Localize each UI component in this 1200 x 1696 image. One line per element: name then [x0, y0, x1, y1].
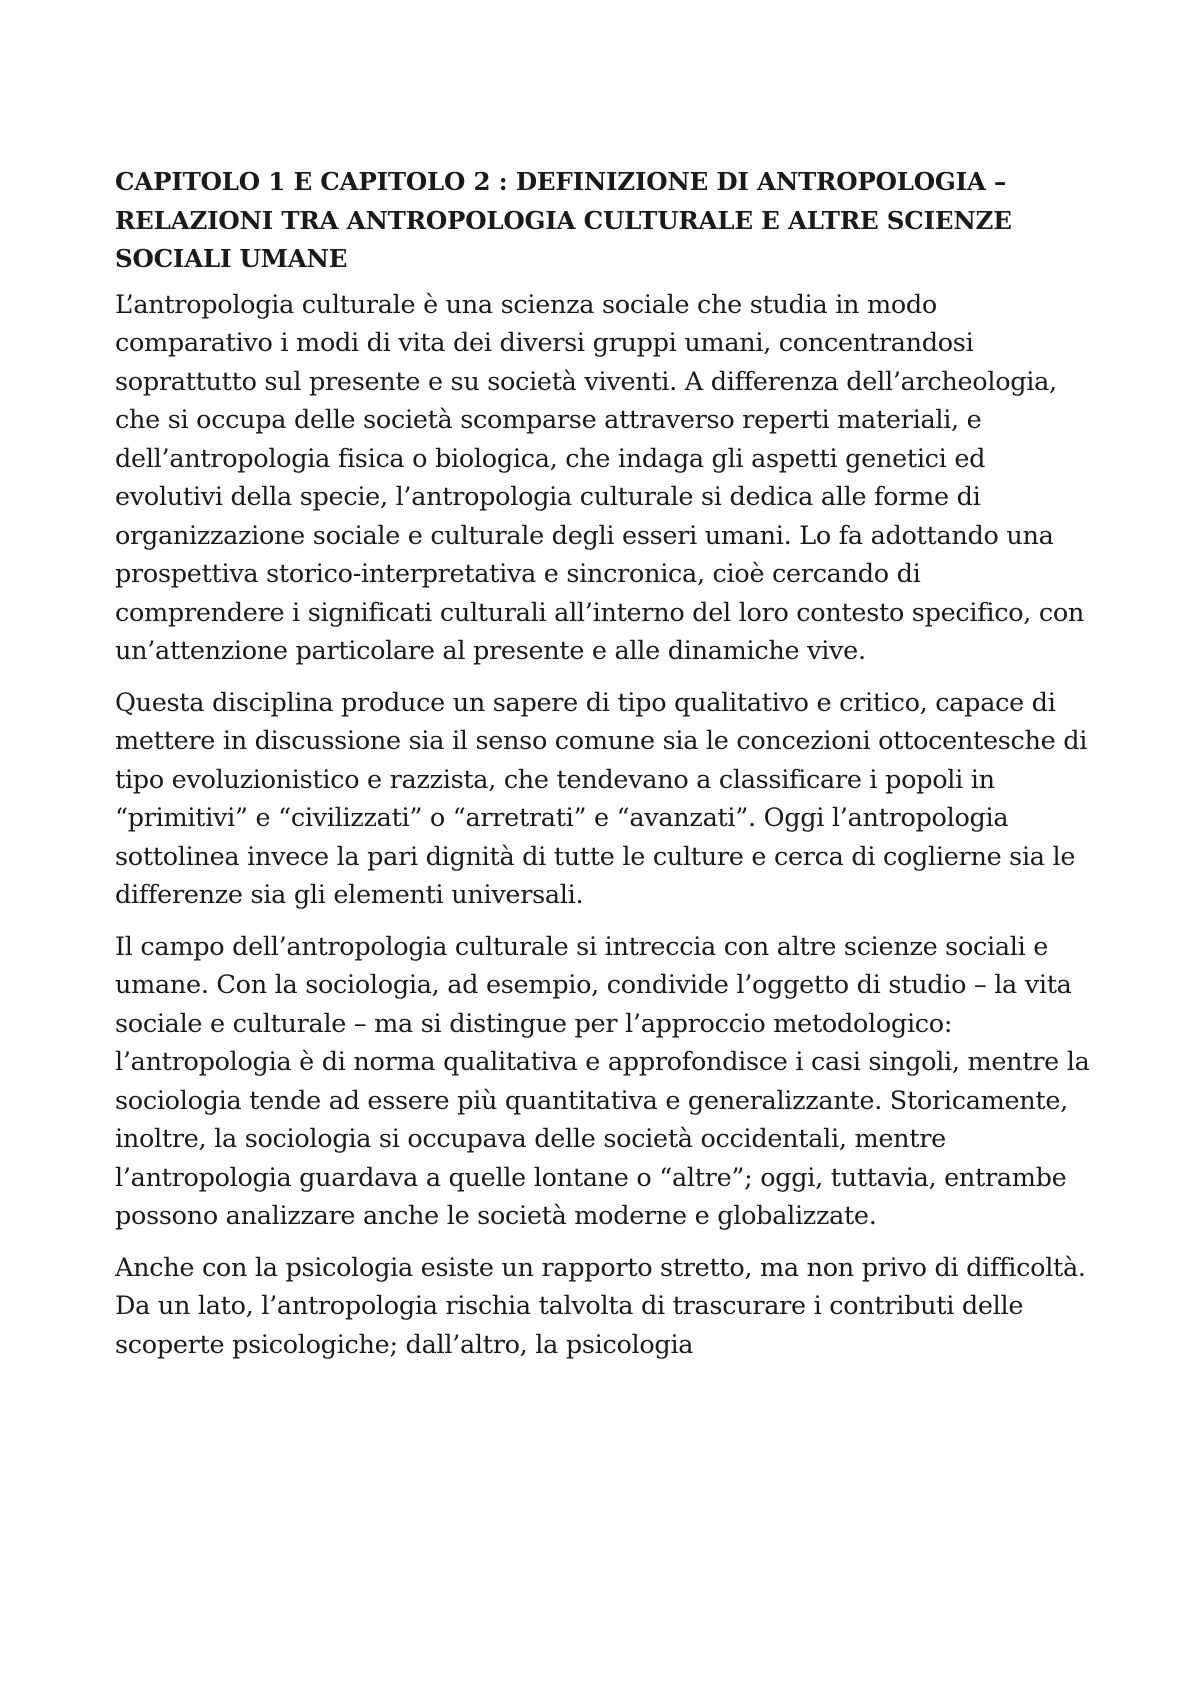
paragraph: L’antropologia culturale è una scienza sociale che studia in modo comparativo i modi di vita dei diversi gruppi umani, concentrandosi soprattutto sul presente e su società viventi. A differenza dell’archeologia, che si occupa delle società scomparse attraverso reperti materiali, e dell’antropologia fisica o biologica, che indaga gli aspetti genetici ed evolutivi della specie, l’antropologia culturale si dedica alle forme di organizzazione sociale e culturale degli esseri umani. Lo fa adottando una prospettiva storico-interpretativa e sincronica, cioè cercando di comprendere i significati culturali all’interno del loro contesto specifico, con un’attenzione particolare al presente e alle dinamiche vive.: [115, 289, 1085, 666]
chapter-title: CAPITOLO 1 E CAPITOLO 2 : DEFINIZIONE DI ANTROPOLOGIA – RELAZIONI TRA ANTROPOLOGIA CULTURALE E ALTRE SCIENZE SOCIALI UMANE: [115, 167, 1012, 273]
paragraph: Il campo dell’antropologia culturale si intreccia con altre scienze sociali e umane. Con la sociologia, ad esempio, condivide l’oggetto di studio – la vita sociale e culturale – ma si distingue per l’approccio metodologico: l’antropologia è di norma qualitativa e approfondisce i casi singoli, mentre la sociologia tende ad essere più quantitativa e generalizzante. Storicamente, inoltre, la sociologia si occupava delle società occidentali, mentre l’antropologia guardava a quelle lontane o “altre”; oggi, tuttavia, entrambe possono analizzare anche le società moderne e globalizzate.: [115, 931, 1090, 1231]
document-body: [115, 163, 1090, 1377]
paragraph: Anche con la psicologia esiste un rapporto stretto, ma non privo di difficoltà. Da un lato, l’antropologia rischia talvolta di trascurare i contributi delle scoperte psicologiche; dall’altro, la psicologia: [115, 1252, 1086, 1360]
paragraph: Questa disciplina produce un sapere di tipo qualitativo e critico, capace di mettere in discussione sia il senso comune sia le concezioni ottocentesche di tipo evoluzionistico e razzista, che tendevano a classificare i popoli in “primitivi” e “civilizzati” o “arretrati” e “avanzati”. Oggi l’antropologia sottolinea invece la pari dignità di tutte le culture e cerca di coglierne sia le differenze sia gli elementi universali.: [115, 687, 1088, 910]
